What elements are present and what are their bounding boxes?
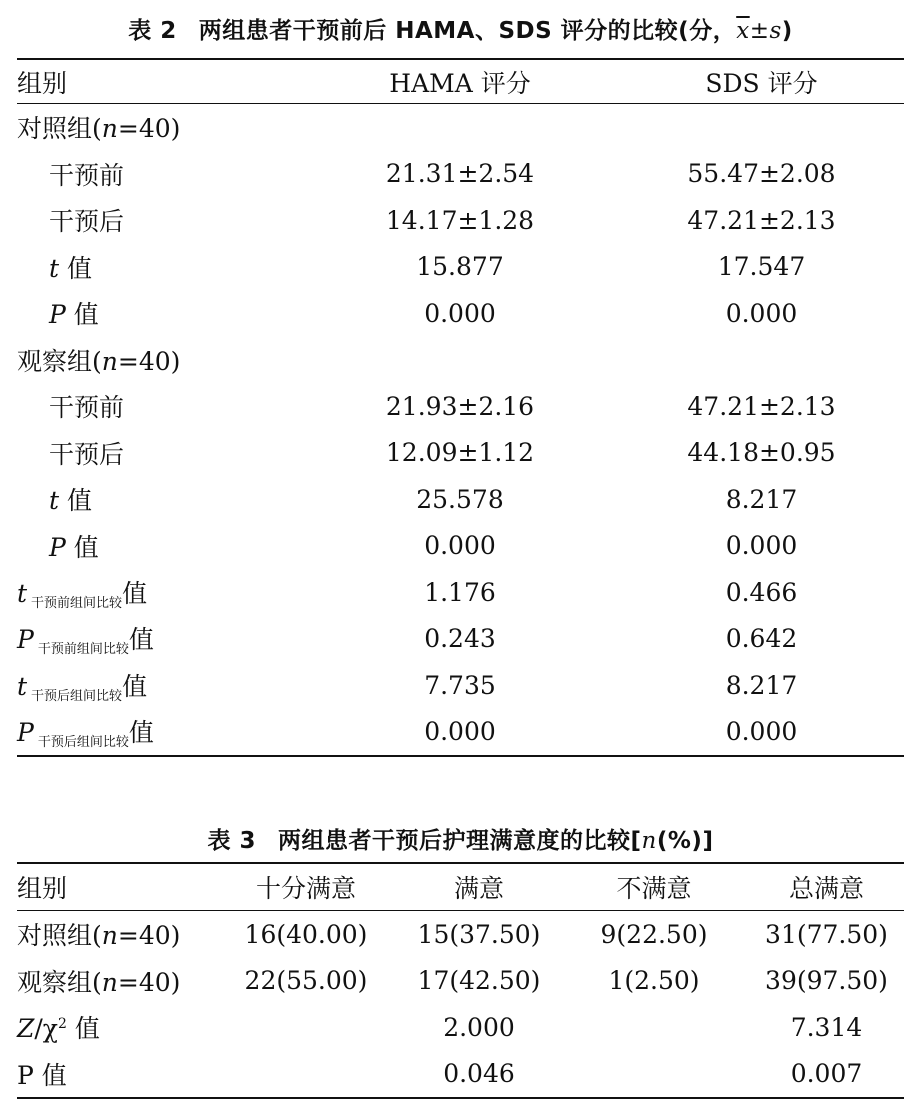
cell: 15(37.50) bbox=[417, 919, 541, 949]
cell: 2.000 bbox=[443, 1012, 515, 1042]
row-label-before: 干预前 bbox=[49, 393, 125, 423]
table-row bbox=[17, 616, 904, 663]
cell: 39(97.50) bbox=[765, 966, 888, 996]
control-group-label: 对照组(n=40) bbox=[17, 921, 181, 951]
cell: 21.31±2.54 bbox=[385, 159, 535, 189]
row-label-p-before-between: P $_{干预前组间比较}$值 bbox=[17, 625, 154, 658]
table3-header-row bbox=[17, 863, 904, 911]
cell: 22(55.00) bbox=[244, 966, 368, 996]
table-row bbox=[17, 709, 904, 757]
table-row bbox=[17, 662, 904, 709]
cell: 47.21±2.13 bbox=[687, 391, 836, 421]
table-row bbox=[17, 1004, 904, 1051]
table-row bbox=[17, 958, 904, 1005]
header-group: 组别 bbox=[17, 59, 301, 104]
observe-group-row bbox=[17, 337, 904, 384]
cell: 55.47±2.08 bbox=[687, 159, 836, 189]
observe-group-label: 观察组(n=40) bbox=[17, 967, 181, 997]
row-label-t: t 值 bbox=[49, 486, 92, 516]
row-label-t-before-between: t $_{干预前组间比较}$值 bbox=[17, 578, 148, 611]
caption-mean-symbol: $\overline{x}$ bbox=[736, 18, 750, 44]
row-label-p: P 值 bbox=[17, 1060, 67, 1090]
cell: 17(42.50) bbox=[417, 966, 541, 996]
row-label-p-after-between: P $_{干预后组间比较}$值 bbox=[17, 718, 154, 751]
table3-caption-text: 两组患者干预后护理满意度的比较[ bbox=[278, 828, 642, 854]
header-total-satisfied: 总满意 bbox=[749, 863, 904, 911]
row-label-t-after-between: t $_{干预后组间比较}$值 bbox=[17, 671, 148, 704]
header-hama: HAMA 评分 bbox=[301, 59, 619, 104]
table3-caption-number: 表 3 bbox=[207, 828, 257, 854]
cell: 25.578 bbox=[416, 484, 504, 514]
caption-tail: (%)] bbox=[656, 828, 714, 854]
cell: 8.217 bbox=[725, 670, 798, 700]
caption-sd-symbol: s bbox=[769, 18, 782, 44]
cell: 7.314 bbox=[790, 1012, 863, 1042]
cell: 9(22.50) bbox=[600, 919, 708, 949]
header-group: 组别 bbox=[17, 863, 213, 911]
cell: 14.17±1.28 bbox=[385, 205, 535, 235]
table-row bbox=[17, 151, 904, 198]
caption-n-symbol: n bbox=[641, 828, 657, 854]
table3 bbox=[17, 862, 904, 1099]
cell: 7.735 bbox=[424, 670, 496, 700]
row-label-p: P 值 bbox=[49, 300, 99, 330]
table2-caption-text: 两组患者干预前后 HAMA、SDS 评分的比较(分， bbox=[198, 18, 737, 44]
table-row bbox=[17, 244, 904, 291]
header-very-satisfied: 十分满意 bbox=[213, 863, 399, 911]
table2-caption bbox=[0, 16, 921, 46]
row-label-before: 干预前 bbox=[49, 160, 125, 190]
row-label-t: t 值 bbox=[49, 253, 92, 283]
cell: 0.000 bbox=[725, 531, 798, 561]
cell: 44.18±0.95 bbox=[687, 438, 836, 468]
cell: 0.642 bbox=[725, 624, 798, 654]
row-label-after: 干预后 bbox=[49, 439, 125, 469]
table-row bbox=[17, 476, 904, 523]
control-group-label: 对照组(n=40) bbox=[17, 114, 181, 144]
observe-group-label: 观察组(n=40) bbox=[17, 346, 181, 376]
table2 bbox=[17, 58, 904, 757]
cell: 31(77.50) bbox=[765, 919, 888, 949]
control-group-row bbox=[17, 104, 904, 151]
table3-caption bbox=[0, 826, 921, 856]
cell: 0.000 bbox=[424, 298, 496, 328]
row-label-after: 干预后 bbox=[49, 207, 125, 237]
header-unsatisfied: 不满意 bbox=[559, 863, 749, 911]
table-row bbox=[17, 430, 904, 477]
cell: 16(40.00) bbox=[244, 919, 368, 949]
row-label-p: P 值 bbox=[49, 532, 99, 562]
cell: 0.007 bbox=[790, 1059, 863, 1089]
cell: 15.877 bbox=[416, 252, 504, 282]
cell: 21.93±2.16 bbox=[385, 391, 535, 421]
cell: 0.000 bbox=[424, 717, 496, 747]
cell: 12.09±1.12 bbox=[385, 438, 535, 468]
cell: 1.176 bbox=[424, 577, 496, 607]
cell: 0.466 bbox=[725, 577, 798, 607]
cell: 0.000 bbox=[725, 298, 798, 328]
table-row bbox=[17, 197, 904, 244]
cell: 0.243 bbox=[424, 624, 496, 654]
cell: 47.21±2.13 bbox=[687, 205, 836, 235]
table-row bbox=[17, 911, 904, 958]
header-satisfied: 满意 bbox=[399, 863, 559, 911]
cell: 0.000 bbox=[725, 717, 798, 747]
cell: 8.217 bbox=[725, 484, 798, 514]
row-label-z-chi: $Z/\chi^2$ 值 bbox=[17, 1014, 100, 1044]
cell: 0.046 bbox=[443, 1059, 515, 1089]
caption-close-paren: ) bbox=[781, 18, 793, 44]
table-row bbox=[17, 1051, 904, 1099]
table2-caption-number: 表 2 bbox=[128, 18, 177, 44]
caption-plusminus: ± bbox=[749, 18, 770, 44]
header-sds: SDS 评分 bbox=[619, 59, 904, 104]
table2-header-row bbox=[17, 59, 904, 104]
cell: 17.547 bbox=[717, 252, 806, 282]
cell: 1(2.50) bbox=[608, 966, 700, 996]
table-row bbox=[17, 523, 904, 570]
table-row bbox=[17, 290, 904, 337]
cell: 0.000 bbox=[424, 531, 496, 561]
table-row bbox=[17, 383, 904, 430]
table-row bbox=[17, 569, 904, 616]
